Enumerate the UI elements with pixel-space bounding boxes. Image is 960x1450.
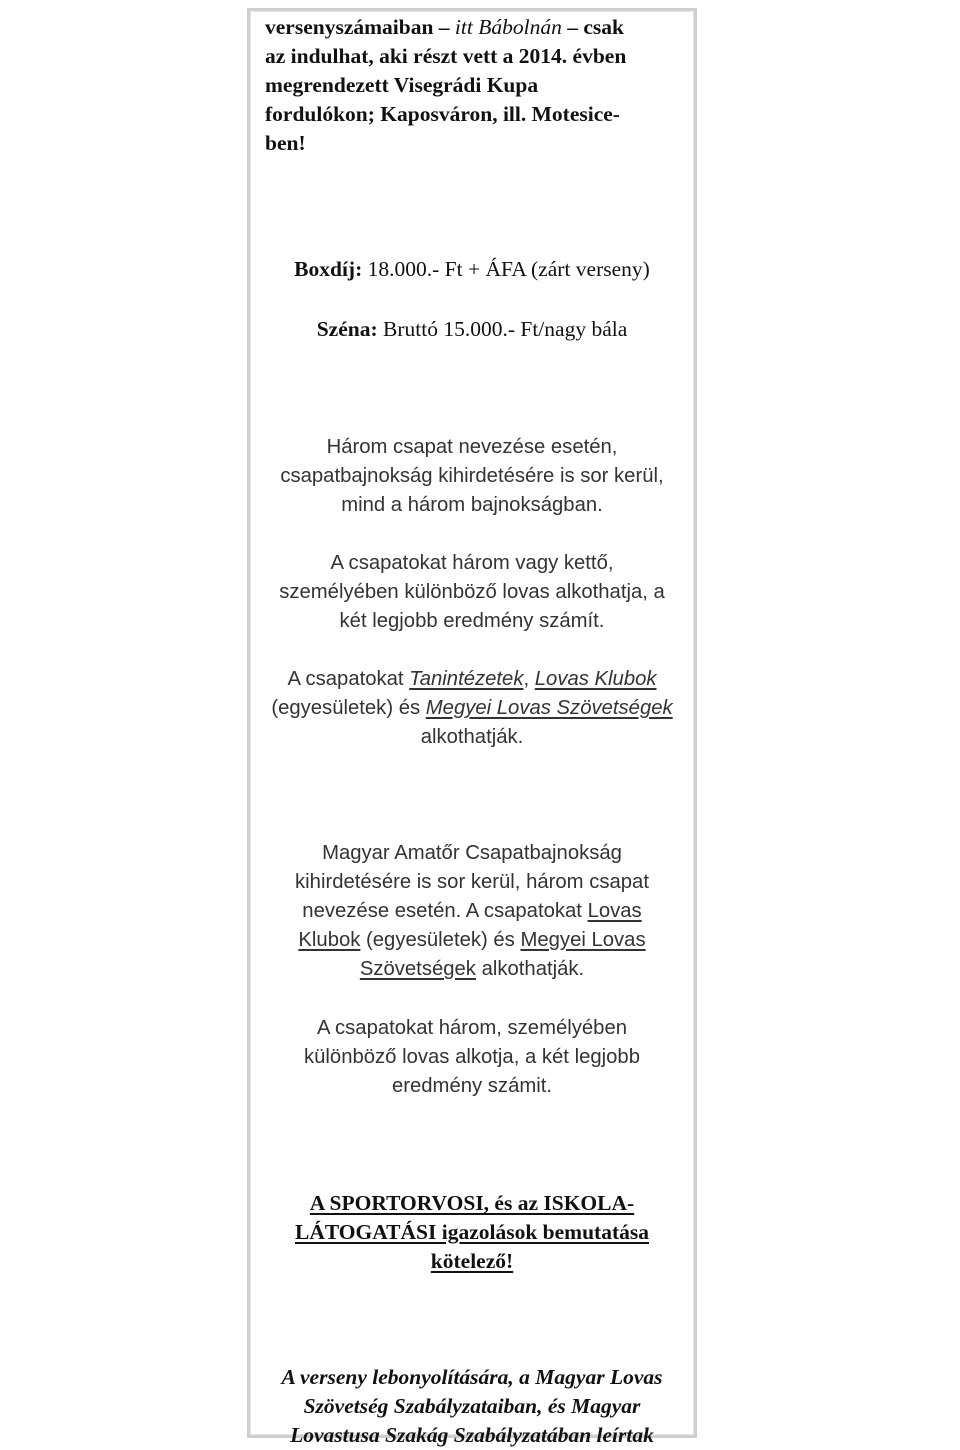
- p4-line: [260, 926, 684, 955]
- team-paragraph-3-line: alkothatják.: [420, 726, 524, 748]
- link-tanintezetek[interactable]: Tanintézetek: [409, 668, 524, 690]
- p3-text: (egyesületek) és: [271, 697, 426, 719]
- closing-line: A verseny lebonyolítására, a Magyar Lovas: [281, 1365, 663, 1389]
- team-paragraph-1-line: Három csapat nevezése esetén,: [326, 436, 618, 458]
- link-lovas-klubok[interactable]: Lovas Klubok: [534, 668, 657, 690]
- box-fee-label: Boxdíj:: [294, 257, 363, 281]
- notice-line: kötelező!: [430, 1249, 514, 1273]
- team-composition-paragraph: [260, 1014, 684, 1101]
- p4-text: nevezése esetén. A csapatokat: [302, 900, 588, 922]
- team-paragraph-1-line: mind a három bajnokságban.: [341, 494, 603, 516]
- hay-fee: [260, 315, 684, 344]
- notice-line: A SPORTORVOSI, és az ISKOLA-: [309, 1191, 635, 1215]
- intro-line-4: fordulókon; Kaposváron, ill. Motesice-: [265, 102, 620, 126]
- p4-text: alkothatják.: [475, 958, 585, 980]
- team-paragraph-2-line: két legjobb eredmény számít.: [339, 610, 605, 632]
- document-frame: [247, 8, 697, 1447]
- hay-fee-value: Bruttó 15.000.- Ft/nagy bála: [377, 317, 628, 341]
- link-megyei-lovas-szovetsegek[interactable]: Megyei Lovas Szövetségek: [425, 697, 673, 719]
- box-fee-value: 18.000.- Ft + ÁFA (zárt verseny): [362, 257, 650, 281]
- intro-line-3: megrendezett Visegrádi Kupa: [265, 73, 539, 97]
- closing-line: Lovastusa Szakág Szabályzatában leírtak: [290, 1423, 654, 1447]
- intro-paragraph: [265, 13, 684, 158]
- p5-line: különböző lovas alkotja, a két legjobb: [304, 1046, 640, 1068]
- box-fee: [260, 255, 684, 284]
- p5-line: A csapatokat három, személyében: [316, 1017, 628, 1039]
- p4-line: [260, 955, 684, 984]
- team-paragraph-2-line: személyében különböző lovas alkothatja, a: [279, 581, 665, 603]
- team-paragraph-3: [260, 665, 684, 752]
- team-paragraph-3-line: [260, 694, 684, 723]
- p5-line: eredmény számit.: [391, 1075, 553, 1097]
- intro-line-2: az indulhat, aki részt vett a 2014. évben: [265, 44, 627, 68]
- mandatory-notice: [260, 1189, 684, 1276]
- link-szovetsegek-2[interactable]: Szövetségek: [359, 958, 476, 980]
- p3-text: A csapatokat: [287, 668, 410, 690]
- p4-text: (egyesületek) és: [360, 929, 521, 951]
- amateur-championship-paragraph: [260, 839, 684, 984]
- intro-text-a: versenyszámaiban –: [265, 15, 455, 39]
- team-paragraph-2-line: A csapatokat három vagy kettő,: [330, 552, 614, 574]
- link-megyei-lovas-2[interactable]: Megyei Lovas: [520, 929, 646, 951]
- notice-line: LÁTOGATÁSI igazolások bemutatása: [294, 1220, 649, 1244]
- hay-fee-label: Széna:: [316, 317, 378, 341]
- intro-line-5: ben!: [265, 131, 306, 155]
- intro-place: itt Bábolnán: [454, 15, 562, 39]
- p4-line: Magyar Amatőr Csapatbajnokság: [322, 842, 622, 864]
- closing-line: Szövetség Szabályzataiban, és Magyar: [303, 1394, 641, 1418]
- link-lovas-klubok-2[interactable]: Lovas: [587, 900, 642, 922]
- intro-text-c: – csak: [561, 15, 624, 39]
- team-paragraph-2: [260, 549, 684, 636]
- team-paragraph-1: [260, 433, 684, 520]
- team-paragraph-3-line: [260, 665, 684, 694]
- p4-line: kihirdetésére is sor kerül, három csapat: [295, 871, 649, 893]
- team-paragraph-1-line: csapatbajnokság kihirdetésére is sor kerül,: [280, 465, 664, 487]
- closing-paragraph: [260, 1363, 684, 1450]
- intro-line-1: [265, 13, 684, 42]
- p4-line: [260, 897, 684, 926]
- p3-sep: ,: [523, 668, 535, 690]
- link-lovas-klubok-2-cont[interactable]: Klubok: [298, 929, 361, 951]
